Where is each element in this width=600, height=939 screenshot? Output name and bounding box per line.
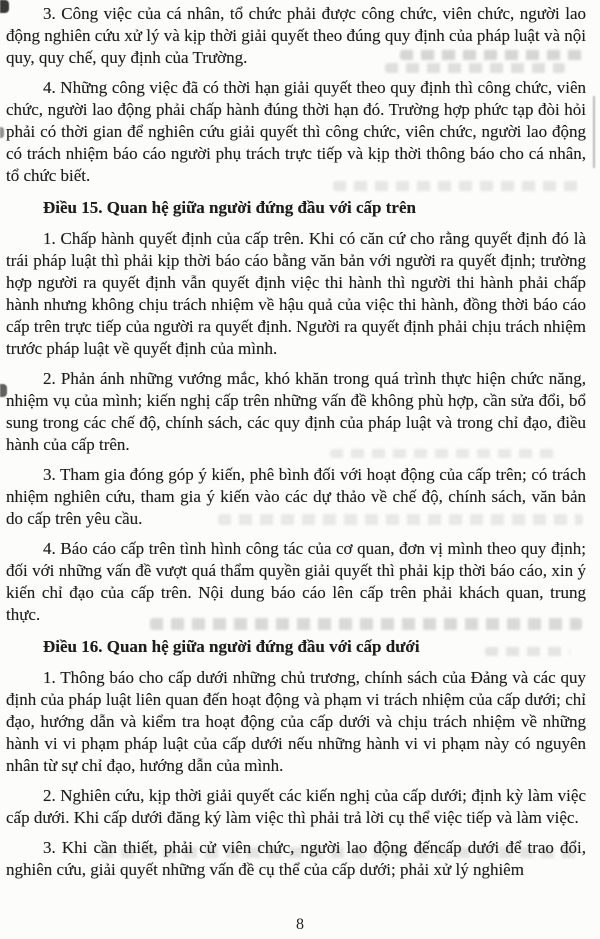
- paragraph-item-4: 4. Những công việc đã có thời hạn giải quyết theo quy định thì công chức, viên chức, người lao động phải chấp hành đúng thời hạn đó. Trường hợp phức tạp đòi hỏi phải có thời gian để nghiên cứu giải quyết thì công chức, viên chức, người lao động có trách nhiệm báo cáo người phụ trách trực tiếp và kịp thời thông báo cho cá nhân, tổ chức biết.: [6, 78, 586, 185]
- paragraph-15-1: 1. Chấp hành quyết định của cấp trên. Khi có căn cứ cho rằng quyết định đó là trái pháp luật thì phải kịp thời báo cáo bằng văn bản với người ra quyết định; trường hợp người ra quyết định vẫn quyết định việc thi hành thì người thi hành phải chấp hành nhưng không chịu trách nhiệm về hậu quả của việc thi hành, đồng thời báo cáo cấp trên trực tiếp của người ra quyết định. Người ra quyết định phải chịu trách nhiệm trước pháp luật về quyết định của mình.: [6, 229, 586, 358]
- paragraph-16-1: 1. Thông báo cho cấp dưới những chủ trương, chính sách của Đảng và các quy định của pháp luật liên quan đến hoạt động và phạm vi trách nhiệm của cấp dưới; chỉ đạo, hướng dẫn và kiểm tra hoạt động của cấp dưới và chịu trách nhiệm về những hành vi vi phạm pháp luật của cấp dưới nếu những hành vi vi phạm này có nguyên nhân từ sự chỉ đạo, hướng dẫn của mình.: [6, 668, 586, 775]
- paragraph-16-3: 3. Khi cần thiết, phải cử viên chức, người lao động đếncấp dưới để trao đổi, nghiên cứu, giải quyết những vấn đề cụ thể của cấp dưới; phải xử lý nghiêm: [6, 838, 586, 879]
- section-heading-dieu-16: Điều 16. Quan hệ giữa người đứng đầu với cấp dưới: [43, 637, 420, 656]
- paragraph-15-2: 2. Phản ánh những vướng mắc, khó khăn trong quá trình thực hiện chức năng, nhiệm vụ của mình; kiến nghị cấp trên những vấn đề không phù hợp, cần sửa đổi, bổ sung trong các chế độ, chính sách, các quy định của pháp luật và trong chỉ đạo, điều hành của cấp trên.: [6, 369, 586, 454]
- paragraph-item-3: 3. Công việc của cá nhân, tổ chức phải được công chức, viên chức, người lao động nghiên cứu xử lý và kịp thời giải quyết theo đúng quy định của pháp luật và nội quy, quy chế, quy định của Trường.: [6, 4, 586, 67]
- section-heading-dieu-15: Điều 15. Quan hệ giữa người đứng đầu với cấp trên: [43, 198, 416, 217]
- paragraph-15-3: 3. Tham gia đóng góp ý kiến, phê bình đối với hoạt động của cấp trên; có trách nhiệm nghiên cứu, tham gia ý kiến vào các dự thảo về chế độ, chính sách, văn bản do cấp trên yêu cầu.: [6, 465, 586, 528]
- paragraph-16-2: 2. Nghiên cứu, kịp thời giải quyết các kiến nghị của cấp dưới; định kỳ làm việc cấp dưới. Khi cấp dưới đăng ký làm việc thì phải trả lời cụ thể việc tiếp và làm việc.: [6, 786, 586, 827]
- page-number: 8: [296, 916, 304, 933]
- paragraph-15-4: 4. Báo cáo cấp trên tình hình công tác của cơ quan, đơn vị mình theo quy định; đối với những vấn đề vượt quá thẩm quyền giải quyết thì phải kịp thời báo cáo, xin ý kiến chỉ đạo của cấp trên. Nội dung báo cáo lên cấp trên phải khách quan, trung thực.: [6, 539, 586, 624]
